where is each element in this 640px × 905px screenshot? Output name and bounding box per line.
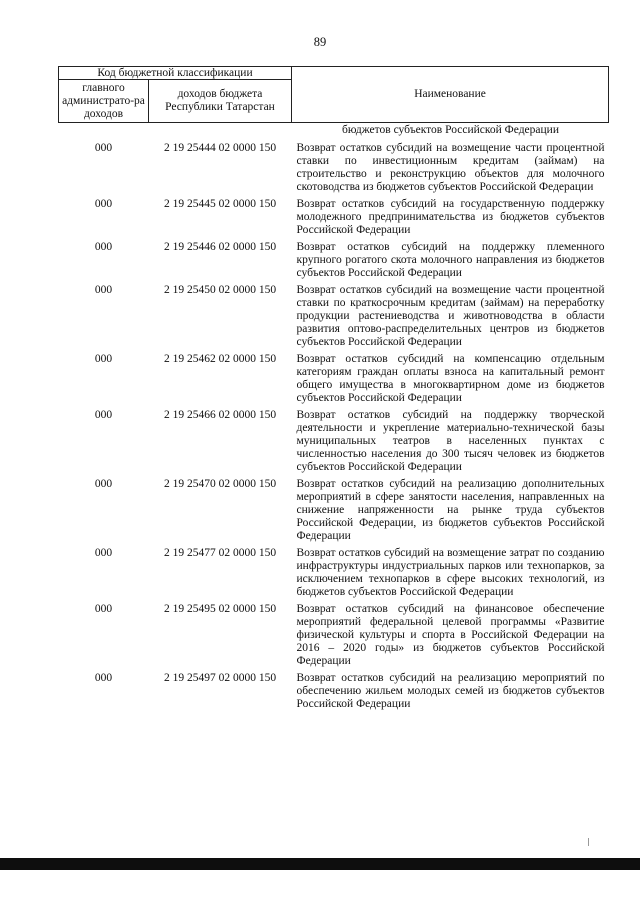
header-revenue-code: доходов бюджета Республики Татарстан [149,80,292,123]
continuation-text: бюджетов субъектов Российской Федерации [342,124,559,136]
revenue-code: 2 19 25497 02 0000 150 [163,672,277,684]
revenue-name: Возврат остатков субсидий на поддержку творческой деятельности и укрепление материально-технической базы муниципальных театров в населенных пунктах с численностью населения до 300 тысяч человек из бюджетов субъектов Российской Федерации [296,409,605,473]
continuation-row [59,123,609,142]
revenue-name: Возврат остатков субсидий на финансовое обеспечение мероприятий федеральной целевой программы «Развитие физической культуры и спорта в Российской Федерации на 2016 – 2020 годы» из бюджетов субъектов Российской Федерации [296,603,605,667]
table-row [59,671,609,714]
budget-classification-table [58,66,609,714]
admin-code: 000 [94,672,113,684]
table-row [59,197,609,240]
scan-speck [588,838,589,846]
table-row [59,141,609,197]
revenue-name: Возврат остатков субсидий на поддержку племенного крупного рогатого скота молочного направления из бюджетов субъектов Российской Федерации [296,241,605,279]
admin-code: 000 [94,547,113,559]
header-budget-classification-code: Код бюджетной классификации [59,67,292,80]
page-number: 89 [313,35,327,49]
revenue-code: 2 19 25466 02 0000 150 [163,409,277,421]
admin-code: 000 [94,241,113,253]
revenue-name: Возврат остатков субсидий на реализацию дополнительных мероприятий в сфере занятости населения, направленных на снижение напряженности на рынке труда субъектов Российской Федерации, из бюджетов субъектов Российской Федерации [296,478,605,542]
admin-code: 000 [94,478,113,490]
header-main-administrator: главного администрато-ра доходов [59,80,149,123]
revenue-name: Возврат остатков субсидий на реализацию мероприятий по обеспечению жильем молодых семей из бюджетов субъектов Российской Федерации [296,672,605,710]
revenue-name: Возврат остатков субсидий на возмещение части процентной ставки по инвестиционным кредитам (займам) на строительство и реконструкцию объектов для молочного скотоводства из бюджетов субъектов Российской Федерации [296,142,605,193]
table-row [59,352,609,408]
table-row [59,283,609,352]
revenue-code: 2 19 25446 02 0000 150 [163,241,277,253]
revenue-name: Возврат остатков субсидий на возмещение части процентной ставки по краткосрочным кредитам (займам) на переработку продукции растениеводства и животноводства в области развития оптово-распределительных центров из бюджетов субъектов Российской Федерации [296,284,605,348]
admin-code: 000 [94,409,113,421]
revenue-code: 2 19 25462 02 0000 150 [163,353,277,365]
table-row [59,240,609,283]
revenue-code: 2 19 25450 02 0000 150 [163,284,277,296]
table-row [59,546,609,602]
scan-edge-bar [0,858,640,870]
revenue-code: 2 19 25477 02 0000 150 [163,547,277,559]
admin-code: 000 [94,284,113,296]
admin-code: 000 [94,142,113,154]
table-row [59,602,609,671]
table-row [59,408,609,477]
revenue-code: 2 19 25470 02 0000 150 [163,478,277,490]
admin-code: 000 [94,603,113,615]
revenue-name: Возврат остатков субсидий на компенсацию отдельным категориям граждан оплаты взноса на капитальный ремонт общего имущества в многоквартирном доме из бюджетов субъектов Российской Федерации [296,353,605,404]
admin-code: 000 [94,353,113,365]
revenue-code: 2 19 25444 02 0000 150 [163,142,277,154]
revenue-code: 2 19 25495 02 0000 150 [163,603,277,615]
table-row [59,477,609,546]
revenue-name: Возврат остатков субсидий на государственную поддержку молодежного предпринимательства из бюджетов субъектов Российской Федерации [296,198,605,236]
header-name: Наименование [292,67,609,123]
revenue-name: Возврат остатков субсидий на возмещение затрат по созданию инфраструктуры индустриальных парков или технопарков, за исключением технопарков в сфере высоких технологий, из бюджетов субъектов Российской Федерации [296,547,605,598]
revenue-code: 2 19 25445 02 0000 150 [163,198,277,210]
admin-code: 000 [94,198,113,210]
